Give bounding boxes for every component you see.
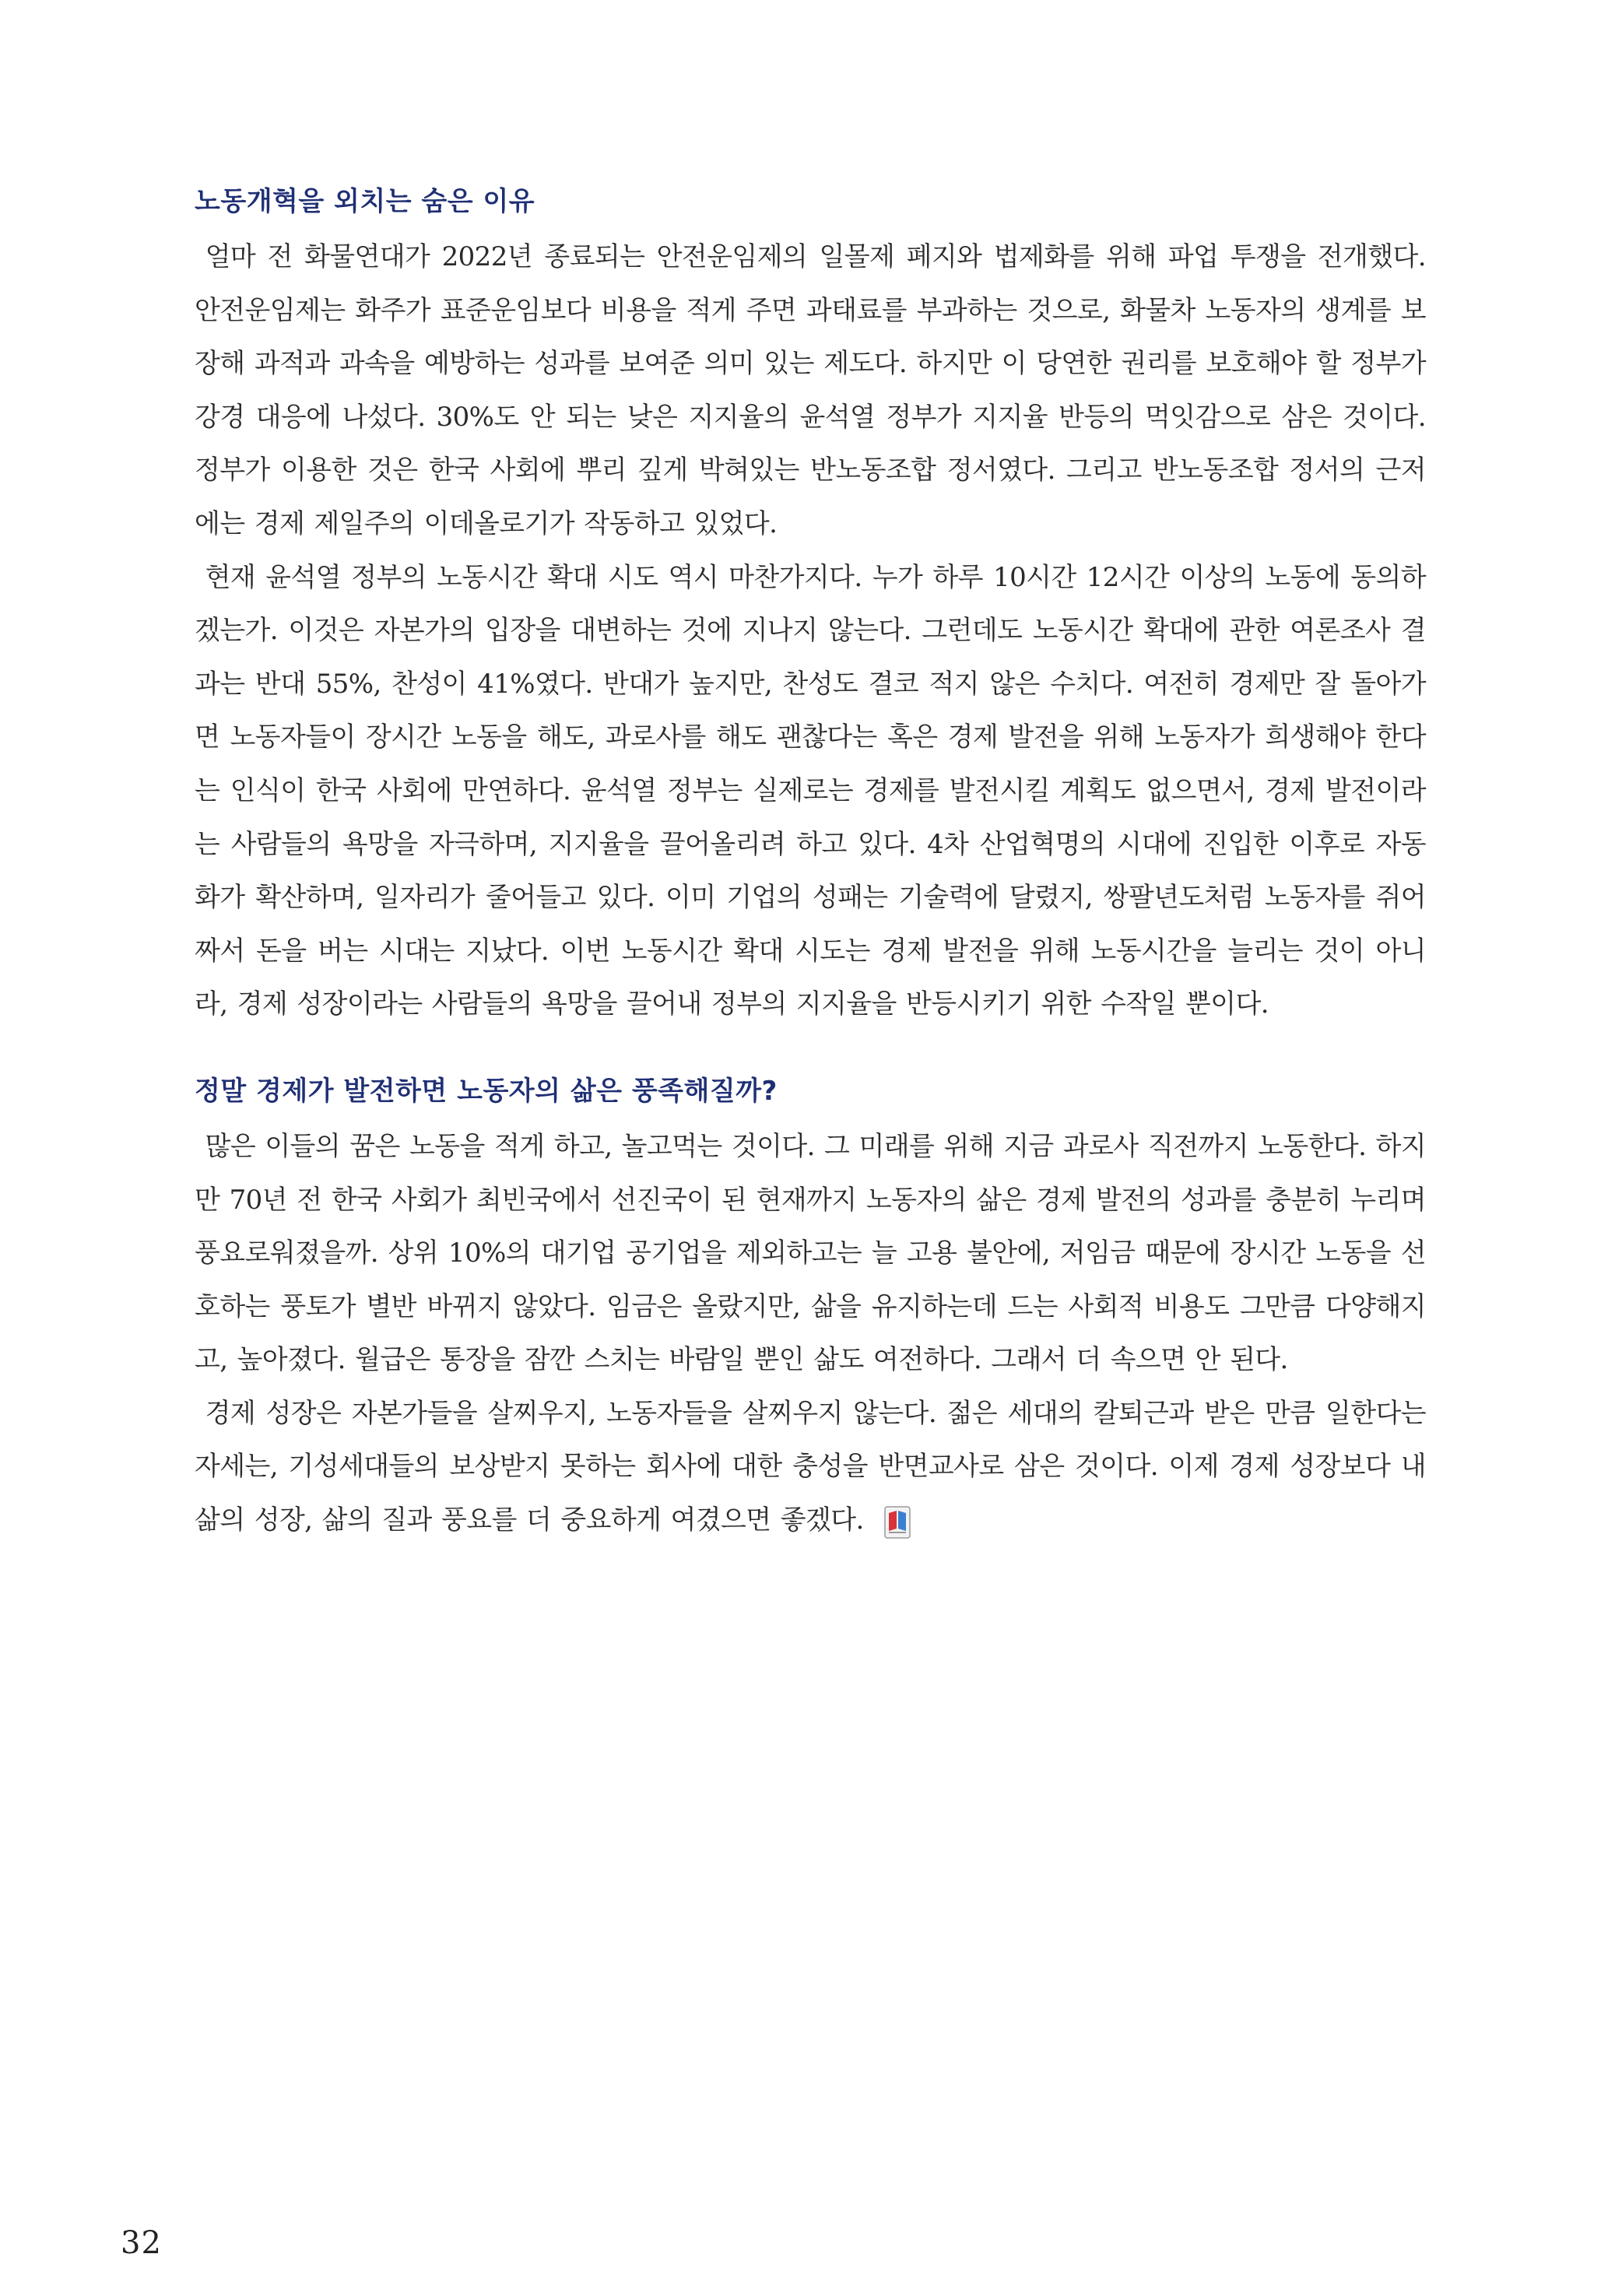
paragraph: 많은 이들의 꿈은 노동을 적게 하고, 놀고먹는 것이다. 그 미래를 위해 지금 과로사 직전까지 노동한다. 하지만 70년 전 한국 사회가 최빈국에서 선진국이 된 현재까지 노동자의 삶은 경제 발전의 성과를 충분히 누리며 풍요로워졌을까. 상위 10%의 대기업 공기업을 제외하고는 늘 고용 불안에, 저임금 때문에 장시간 노동을 선호하는 풍토가 별반 바뀌지 않았다. 임금은 올랐지만, 삶을 유지하는데 드는 사회적 비용도 그만큼 다양해지고, 높아졌다. 월급은 통장을 잠깐 스치는 바람일 뿐인 삶도 여전하다. 그래서 더 속으면 안 된다. <box>195 1130 1426 1376</box>
section-heading: 노동개혁을 외치는 숨은 이유 <box>195 186 535 217</box>
paragraph: 현재 윤석열 정부의 노동시간 확대 시도 역시 마찬가지다. 누가 하루 10시간 12시간 이상의 노동에 동의하겠는가. 이것은 자본가의 입장을 대변하는 것에 지나지 않는다. 그런데도 노동시간 확대에 관한 여론조사 결과는 반대 55%, 찬성이 41%였다. 반대가 높지만, 찬성도 결코 적지 않은 수치다. 여전히 경제만 잘 돌아가면 노동자들이 장시간 노동을 해도, 과로사를 해도 괜찮다는 혹은 경제 발전을 위해 노동자가 희생해야 한다는 인식이 한국 사회에 만연하다. 윤석열 정부는 실제로는 경제를 발전시킬 계획도 없으면서, 경제 발전이라는 사람들의 욕망을 자극하며, 지지율을 끌어올리려 하고 있다. 4차 산업혁명의 시대에 진입한 이후로 자동화가 확산하며, 일자리가 줄어들고 있다. 이미 기업의 성패는 기술력에 달렸지, 쌍팔년도처럼 노동자를 쥐어짜서 돈을 버는 시대는 지났다. 이번 노동시간 확대 시도는 경제 발전을 위해 노동시간을 늘리는 것이 아니라, 경제 성장이라는 사람들의 욕망을 끌어내 정부의 지지율을 반등시키기 위한 수작일 뿐이다. <box>195 561 1426 1020</box>
article-body <box>195 179 1426 1547</box>
paragraph-last <box>195 1387 1426 1547</box>
paragraph-text: 경제 성장은 자본가들을 살찌우지, 노동자들을 살찌우지 않는다. 젊은 세대의 칼퇴근과 받은 만큼 일한다는 자세는, 기성세대들의 보상받지 못하는 회사에 대한 충성을 반면교사로 삼은 것이다. 이제 경제 성장보다 내 삶의 성장, 삶의 질과 풍요를 더 중요하게 여겼으면 좋겠다. <box>195 1397 1426 1536</box>
section-heading: 정말 경제가 발전하면 노동자의 삶은 풍족해질까? <box>195 1075 778 1107</box>
section-labor-reform <box>195 179 1426 1031</box>
page-number: 32 <box>121 2225 162 2261</box>
book-end-mark-icon <box>872 1504 903 1539</box>
section-economy-growth <box>195 1069 1426 1547</box>
paragraph: 얼마 전 화물연대가 2022년 종료되는 안전운임제의 일몰제 폐지와 법제화를 위해 파업 투쟁을 전개했다. 안전운임제는 화주가 표준운임보다 비용을 적게 주면 과태료를 부과하는 것으로, 화물차 노동자의 생계를 보장해 과적과 과속을 예방하는 성과를 보여준 의미 있는 제도다. 하지만 이 당연한 권리를 보호해야 할 정부가 강경 대응에 나섰다. 30%도 안 되는 낮은 지지율의 윤석열 정부가 지지율 반등의 먹잇감으로 삼은 것이다. 정부가 이용한 것은 한국 사회에 뿌리 깊게 박혀있는 반노동조합 정서였다. 그리고 반노동조합 정서의 근저에는 경제 제일주의 이데올로기가 작동하고 있었다. <box>195 241 1426 539</box>
